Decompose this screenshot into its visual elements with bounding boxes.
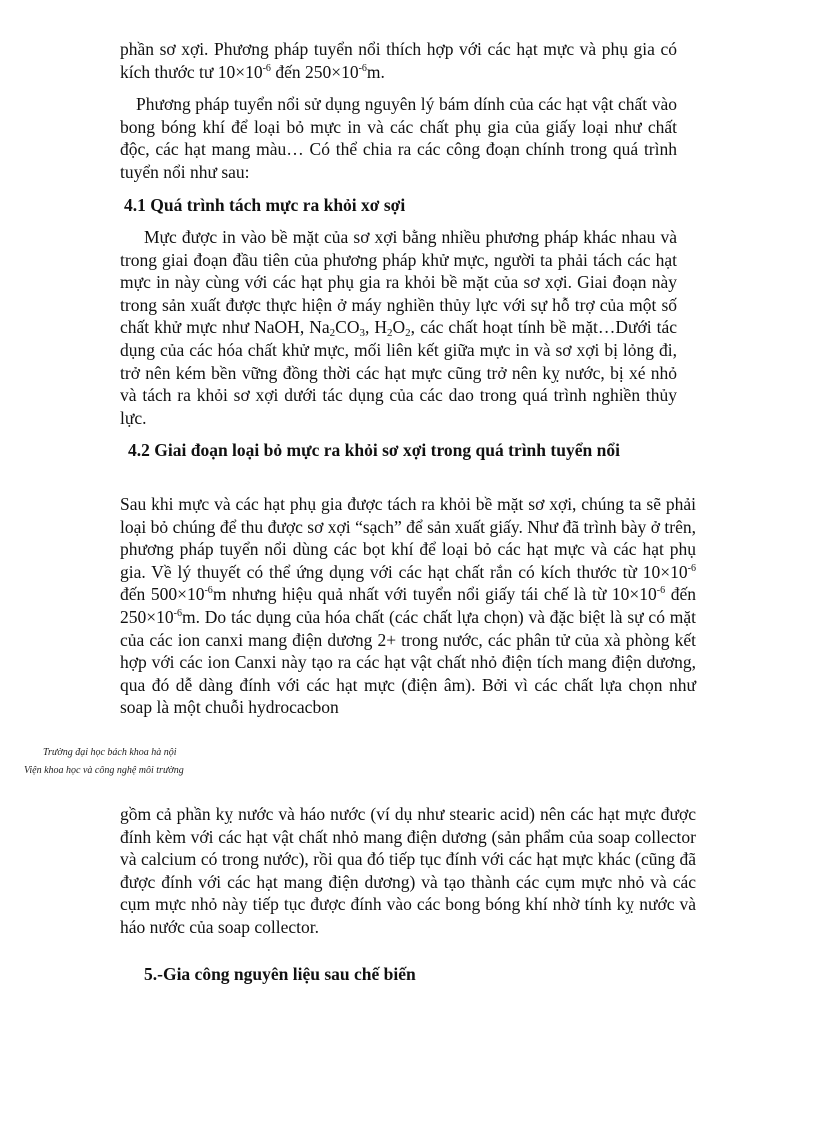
- section-4-2-heading: 4.2 Giai đoạn loại bỏ mực ra khỏi sơ xợi trong quá trình tuyển nổi: [128, 440, 620, 460]
- section-4-1-heading: 4.1 Quá trình tách mực ra khỏi xơ sợi: [124, 195, 406, 215]
- continuation-paragraph: gồm cả phần kỵ nước và háo nước (ví dụ như stearic acid) nên các hạt mực được đính kèm với các hạt vật chất nhỏ mang điện dương (sản phẩm của soap collector và calcium có trong nước), rồi qua đó tiếp tục đính với các hạt mực khác (cũng đã được đính với các hạt mang điện dương) và tạo thành các cụm mực nhỏ và các cụm mực nhỏ này tiếp tục được đính vào các bong bóng khí nhờ tính kỵ nước và háo nước của soap collector.: [120, 804, 696, 937]
- footer-university-name: Trường đại học bách khoa hà nội: [43, 747, 177, 758]
- footer-institute-name: Viện khoa học và công nghệ môi trường: [24, 765, 184, 776]
- section-4-1-paragraph: Mực được in vào bề mặt của sơ xợi bằng nhiều phương pháp khác nhau và trong giai đoạn đầu tiên của phương pháp khử mực, người ta phải tách các hạt mực in này cùng với các hạt phụ gia ra khỏi bề mặt của sơ xợi. Giai đoạn này trong sản xuất được thực hiện ở máy nghiền thủy lực với sự hỗ trợ của một số chất khử mực như NaOH, $Na_2CO_3$, $H_2O_2$, các chất hoạt tính bề mặt…Dưới tác dụng của các hóa chất khử mực, mối liên kết giữa mực in và sơ xợi bị lỏng đi, trở nên kém bền vững đồng thời các hạt mực cũng trở nên kỵ nước, bị xé nhỏ và tách ra khỏi sơ xợi dưới tác dụng của các dao trong quá trình nghiền thủy lực.: [120, 227, 677, 428]
- section-5-heading: 5.-Gia công nguyên liệu sau chế biến: [144, 964, 416, 984]
- intro-paragraph: phần sơ xợi. Phương pháp tuyển nổi thích hợp với các hạt mực và phụ gia có kích thước tư $10\times 10^{-6}$ đến $250\times 10^{-6}m$.: [120, 39, 677, 82]
- section-4-2-paragraph: Sau khi mực và các hạt phụ gia được tách ra khỏi bề mặt sơ xợi, chúng ta sẽ phải loại bỏ chúng để thu được sơ xợi “sạch” để sản xuất giấy. Như đã trình bày ở trên, phương pháp tuyển nổi dùng các bọt khí để loại bỏ các hạt mực và các hạt phụ gia. Về lý thuyết có thể ứng dụng với các hạt chất rắn có kích thước từ $10\times 10^{-6}$ đến $500\times 10^{-6}m$ nhưng hiệu quả nhất với tuyển nổi giấy tái chế là từ $10\times 10^{-6}$ đến $250\times 10^{-6}m$. Do tác dụng của hóa chất (các chất lựa chọn) và đặc biệt là sự có mặt của các ion canxi mang điện dương 2+ trong nước, các phân tử của xà phòng kết hợp với các ion Canxi này tạo ra các hạt vật chất nhỏ điện tích mang điện dương, qua đó dễ dàng đính với các hạt mực (điện âm). Bởi vì các chất lựa chọn như soap là một chuỗi hydrocacbon: [120, 494, 696, 718]
- flotation-principle-paragraph: Phương pháp tuyển nổi sử dụng nguyên lý bám dính của các hạt vật chất vào bong bóng khí để loại bỏ mực in và các chất phụ gia của giấy loại như chất độc, các hạt mang màu… Có thể chia ra các công đoạn chính trong quá trình tuyển nổi như sau:: [120, 94, 677, 182]
